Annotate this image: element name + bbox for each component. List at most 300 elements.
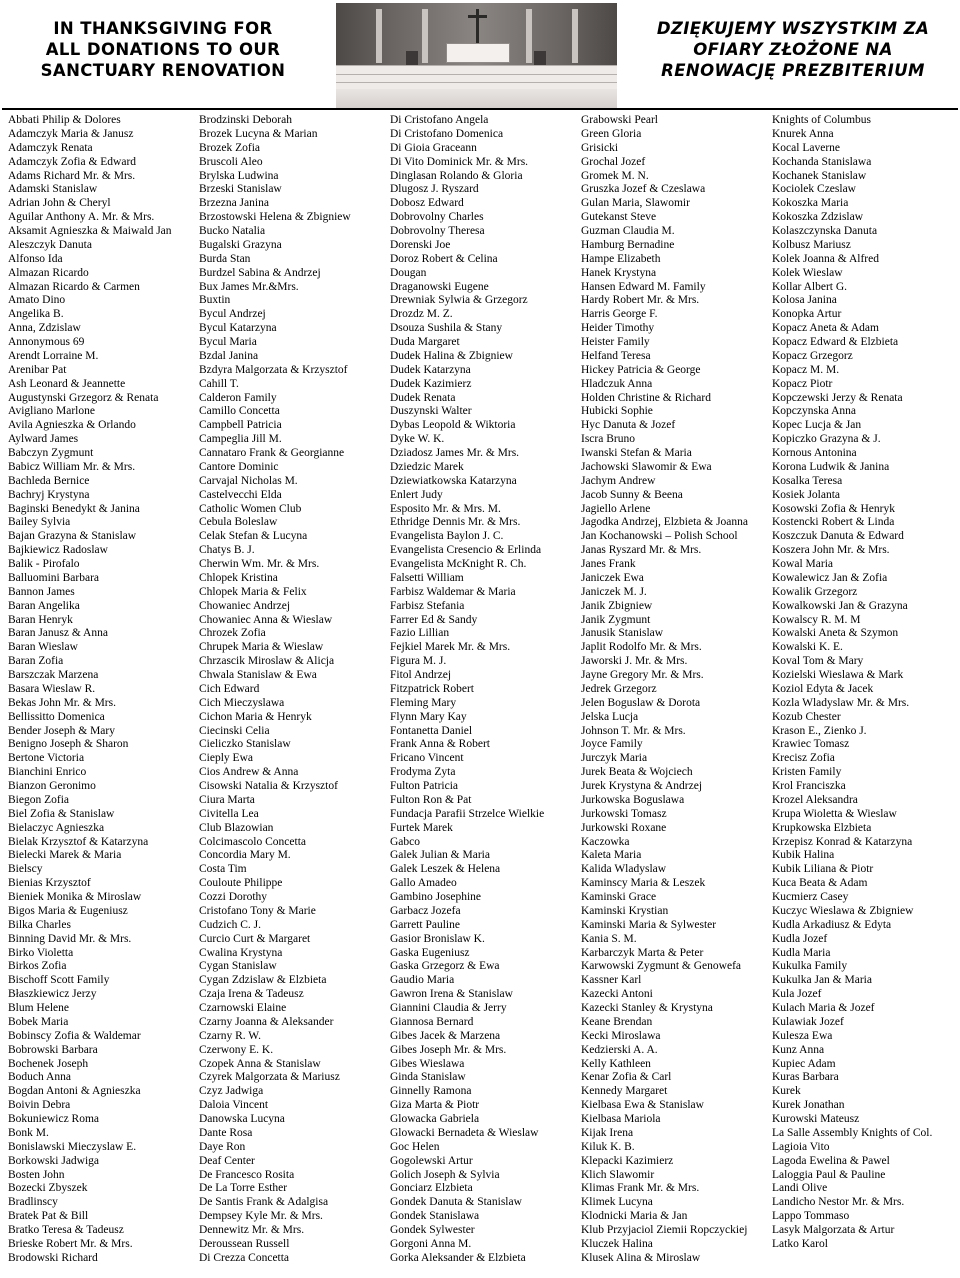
donor-name: Babczyn Zygmunt bbox=[8, 447, 94, 459]
donor-name: Holden Christine & Richard bbox=[581, 391, 711, 404]
donor-name: Kolaszczynska Danuta bbox=[772, 225, 878, 237]
donor-name: Concordia Mary M. bbox=[199, 849, 291, 862]
donor-name: Babicz William Mr. & Mrs. bbox=[8, 460, 136, 473]
donor-name: Bielecki Marek & Maria bbox=[8, 849, 122, 862]
donor-name: Jelen Boguslaw & Dorota bbox=[581, 696, 701, 709]
donor-name: Fitzpatrick Robert bbox=[390, 682, 474, 695]
donor-name: Kozielski Wieslawa & Mark bbox=[772, 669, 904, 681]
donor-name: Janes Frank bbox=[581, 558, 636, 570]
donor-name: Bischoff Scott Family bbox=[8, 974, 110, 987]
window-strip bbox=[376, 9, 382, 63]
donor-name: Chowaniec Anna & Wieslaw bbox=[199, 613, 333, 626]
donor-name: Baran Angelika bbox=[8, 599, 80, 612]
donor-name: Dempsey Kyle Mr. & Mrs. bbox=[199, 1210, 323, 1223]
donor-name: Dziedzic Marek bbox=[390, 460, 464, 473]
donor-name: Campeglia Jill M. bbox=[199, 433, 282, 446]
donor-name: Bratko Teresa & Tadeusz bbox=[8, 1224, 124, 1236]
donor-name: Gawron Irena & Stanislaw bbox=[390, 988, 513, 1001]
donor-name: Fulton Ron & Pat bbox=[390, 793, 472, 806]
donor-name: Klimas Frank Mr. & Mrs. bbox=[581, 1182, 700, 1195]
donor-name: Adamczyk Maria & Janusz bbox=[8, 127, 134, 140]
donor-name: Jagiello Arlene bbox=[581, 502, 651, 515]
donor-name: Biel Zofia & Stanislaw bbox=[8, 807, 115, 820]
donor-name: Kurek bbox=[772, 1085, 801, 1098]
donor-name: Cahill T. bbox=[199, 377, 239, 390]
donor-name: Boivin Debra bbox=[8, 1099, 71, 1112]
donor-name: Bobek Maria bbox=[8, 1015, 69, 1028]
donor-name: Cygan Stanislaw bbox=[199, 960, 277, 973]
donor-name: Brodowski Richard bbox=[8, 1251, 98, 1264]
donor-name: De Santis Frank & Adalgisa bbox=[199, 1196, 329, 1209]
donor-name: Arendt Lorraine M. bbox=[8, 349, 99, 362]
donor-name: Ciecinski Celia bbox=[199, 724, 270, 737]
donor-name: Chowaniec Andrzej bbox=[199, 599, 291, 612]
donor-name: Chlopek Maria & Felix bbox=[199, 585, 307, 598]
donor-name: Krawiec Tomasz bbox=[772, 738, 850, 751]
donor-name: Kowalski K. E. bbox=[772, 641, 843, 654]
donor-name: Adrian John & Cheryl bbox=[8, 197, 111, 210]
donor-name: Kopacz Edward & Elzbieta bbox=[772, 336, 899, 348]
donor-name: Fejkiel Marek Mr. & Mrs. bbox=[390, 641, 511, 654]
donor-name: Kaczowka bbox=[581, 835, 630, 848]
donor-name: Kopacz M. M. bbox=[772, 363, 840, 376]
donor-name: Avigliano Marlone bbox=[8, 405, 95, 418]
donor-name: Bzdal Janina bbox=[199, 349, 259, 362]
donor-name: Fricano Vincent bbox=[390, 752, 464, 765]
page-header bbox=[0, 0, 960, 108]
donor-name: Cannataro Frank & Georgianne bbox=[199, 447, 345, 459]
donor-name: Jagodka Andrzej, Elzbieta & Joanna bbox=[581, 516, 749, 529]
donor-name: Birkos Zofia bbox=[8, 960, 67, 973]
donor-name: Dorenski Joe bbox=[390, 238, 451, 251]
donor-name: Kulawiak Jozef bbox=[772, 1015, 844, 1028]
donor-name: Giza Marta & Piotr bbox=[390, 1099, 480, 1112]
donor-name: Jurkowska Boguslawa bbox=[581, 793, 685, 806]
donor-name: Chrzascik Miroslaw & Alicja bbox=[199, 655, 335, 668]
donor-name: Cich Edward bbox=[199, 682, 260, 695]
donor-name: Bienias Krzysztof bbox=[8, 877, 91, 890]
donor-name: Kijak Irena bbox=[581, 1126, 634, 1139]
donor-name: Cwalina Krystyna bbox=[199, 946, 283, 959]
donor-name: Kurowski Mateusz bbox=[772, 1113, 860, 1125]
donor-name: Lagioia Vito bbox=[772, 1140, 830, 1153]
donor-name: Catholic Women Club bbox=[199, 502, 302, 515]
donor-name: Adamczyk Renata bbox=[8, 141, 93, 154]
donor-name: Fontanetta Daniel bbox=[390, 724, 473, 737]
donor-name: Gonciarz Elzbieta bbox=[390, 1182, 473, 1195]
donor-name: Kukulka Family bbox=[772, 960, 848, 973]
donor-name: Kollar Albert G. bbox=[772, 280, 848, 293]
donor-name: Hamburg Bernadine bbox=[581, 238, 675, 251]
donor-name: Brieske Robert Mr. & Mrs. bbox=[8, 1237, 133, 1250]
donor-name: Cebula Boleslaw bbox=[199, 516, 278, 529]
donor-name: Kuras Barbara bbox=[772, 1071, 839, 1084]
donor-name: Esposito Mr. & Mrs. M. bbox=[390, 502, 501, 515]
donor-name: Bonk M. bbox=[8, 1126, 49, 1139]
donor-name: Kolosa Janina bbox=[772, 294, 837, 307]
donor-name: Kopacz Aneta & Adam bbox=[772, 322, 879, 335]
donor-name: Kolbusz Mariusz bbox=[772, 238, 851, 251]
donor-name: Camillo Concetta bbox=[199, 405, 280, 418]
donor-name: Kielbasa Ewa & Stanislaw bbox=[581, 1099, 704, 1112]
donor-name: Gabco bbox=[390, 835, 421, 848]
donor-name: Kowalkowski Jan & Grazyna bbox=[772, 599, 908, 612]
donor-name: Janusik Stanislaw bbox=[581, 627, 664, 640]
donor-name: Cozzi Dorothy bbox=[199, 891, 268, 903]
donor-name: Goc Helen bbox=[390, 1140, 440, 1153]
donor-name: Baran Wieslaw bbox=[8, 641, 78, 654]
donor-name: Bobrowski Barbara bbox=[8, 1043, 98, 1056]
donor-name: Dudek Kazimierz bbox=[390, 377, 472, 390]
donor-name: Flynn Mary Kay bbox=[390, 710, 467, 723]
donor-name: Angelika B. bbox=[8, 308, 64, 321]
donor-name: Draganowski Eugene bbox=[390, 280, 489, 293]
donor-name: Duszynski Walter bbox=[390, 405, 472, 418]
donor-name: Drewniak Sylwia & Grzegorz bbox=[390, 294, 528, 307]
donor-name: Cich Mieczyslawa bbox=[199, 696, 285, 709]
donor-name: Kupiec Adam bbox=[772, 1057, 836, 1070]
donor-name: Gaudio Maria bbox=[390, 974, 455, 987]
donor-name: Boduch Anna bbox=[8, 1071, 71, 1084]
donor-name: Drozdz M. Z. bbox=[390, 308, 453, 321]
donor-name: Almazan Ricardo & Carmen bbox=[8, 280, 140, 293]
donor-name: Kula Jozef bbox=[772, 988, 822, 1001]
donor-name: Curcio Curt & Margaret bbox=[199, 932, 311, 945]
donor-name: Bozecki Zbyszek bbox=[8, 1182, 88, 1195]
donor-name: Kubik Liliana & Piotr bbox=[772, 863, 874, 876]
donor-name: Keane Brendan bbox=[581, 1015, 653, 1028]
donor-name: Kazecki Stanley & Krystyna bbox=[581, 1002, 713, 1014]
donor-name: Ash Leonard & Jeannette bbox=[8, 377, 126, 390]
donor-name: La Salle Assembly Knights of Col. bbox=[772, 1126, 933, 1139]
donor-name: Balluomini Barbara bbox=[8, 571, 100, 584]
donor-name: Gasior Bronislaw K. bbox=[390, 932, 485, 945]
donor-name: Kaminski Maria & Sylwester bbox=[581, 918, 717, 931]
donor-name: Fundacja Parafii Strzelce Wielkie bbox=[390, 807, 545, 820]
donor-column-3 bbox=[390, 114, 544, 1266]
donor-name: Hladczuk Anna bbox=[581, 377, 653, 390]
donor-name: Ciura Marta bbox=[199, 793, 255, 806]
donor-name: Costa Tim bbox=[199, 863, 247, 876]
donor-name: Janik Zbigniew bbox=[581, 599, 653, 612]
donor-name: Joyce Family bbox=[581, 738, 643, 751]
donor-name: Bycul Andrzej bbox=[199, 308, 266, 321]
donor-name: Giannini Claudia & Jerry bbox=[390, 1002, 507, 1014]
donor-name: Brozek Lucyna & Marian bbox=[199, 127, 318, 140]
donor-name: Barszczak Marzena bbox=[8, 669, 99, 681]
donor-name: Jurkowski Tomasz bbox=[581, 807, 667, 820]
donor-name: Evangelista Cresencio & Erlinda bbox=[390, 544, 542, 557]
donor-name: Landicho Nestor Mr. & Mrs. bbox=[772, 1196, 905, 1209]
donor-name: Frodyma Zyta bbox=[390, 766, 456, 779]
donor-name: Janiczek M. J. bbox=[581, 585, 647, 598]
donor-name: Gorgoni Anna M. bbox=[390, 1237, 472, 1250]
donor-name: Buxtin bbox=[199, 294, 231, 307]
donor-name: Bogdan Antoni & Agnieszka bbox=[8, 1085, 141, 1098]
donor-name: Bonislawski Mieczyslaw E. bbox=[8, 1140, 137, 1153]
donor-name: Jan Kochanowski – Polish School bbox=[581, 530, 738, 543]
donor-name: Kenar Zofia & Carl bbox=[581, 1071, 672, 1084]
donor-name: Czarny Joanna & Aleksander bbox=[199, 1015, 334, 1028]
donor-name: Deroussean Russell bbox=[199, 1237, 290, 1250]
donor-name: Kania S. M. bbox=[581, 932, 637, 945]
chair bbox=[406, 51, 418, 65]
donor-name: Bochenek Joseph bbox=[8, 1057, 89, 1070]
donor-name: Bycul Maria bbox=[199, 336, 257, 348]
altar-step bbox=[336, 74, 617, 82]
donor-name: Jacob Sunny & Beena bbox=[581, 488, 683, 501]
floor bbox=[336, 89, 617, 108]
donor-name: Grochal Jozef bbox=[581, 155, 646, 168]
donor-name: Kuca Beata & Adam bbox=[772, 877, 868, 890]
donor-name: Cieply Ewa bbox=[199, 752, 253, 765]
donor-name: Dougan bbox=[390, 266, 427, 279]
donor-name: Dyke W. K. bbox=[390, 433, 445, 446]
donor-name: Krupkowska Elzbieta bbox=[772, 821, 872, 834]
donor-name: Gorka Aleksander & Elzbieta bbox=[390, 1251, 526, 1264]
donor-name: Kosowski Zofia & Henryk bbox=[772, 502, 895, 515]
donor-name: Gromek M. N. bbox=[581, 169, 649, 182]
donor-name: Bratek Pat & Bill bbox=[8, 1210, 89, 1223]
donor-name: Adamski Stanislaw bbox=[8, 183, 98, 196]
donor-name: Kazecki Antoni bbox=[581, 988, 653, 1001]
donor-name: Kokoszka Maria bbox=[772, 197, 849, 210]
window-strip bbox=[422, 9, 428, 63]
donor-name: Jaworski J. Mr. & Mrs. bbox=[581, 655, 688, 668]
donor-name: Basara Wieslaw R. bbox=[8, 682, 96, 695]
donor-name: Lagoda Ewelina & Pawel bbox=[772, 1154, 890, 1167]
donor-name: Krecisz Zofia bbox=[772, 752, 835, 765]
donor-name: Borkowski Jadwiga bbox=[8, 1154, 100, 1167]
donor-column-4 bbox=[581, 114, 748, 1266]
donor-name: Jachym Andrew bbox=[581, 474, 656, 487]
donor-name: Laloggia Paul & Pauline bbox=[772, 1168, 886, 1181]
donor-name: Farrer Ed & Sandy bbox=[390, 613, 478, 626]
donor-name: Kukulka Jan & Maria bbox=[772, 974, 872, 987]
donor-name: Brodzinski Deborah bbox=[199, 114, 292, 126]
donor-name: Di Vito Dominick Mr. & Mrs. bbox=[390, 155, 529, 168]
donor-name: Abbati Philip & Dolores bbox=[8, 114, 121, 126]
donor-name: Bannon James bbox=[8, 585, 75, 598]
donor-name: Bender Joseph & Mary bbox=[8, 724, 115, 737]
donor-name: Augustynski Grzegorz & Renata bbox=[8, 391, 159, 404]
donor-name: Dobosz Edward bbox=[390, 197, 464, 210]
donor-name: Fazio Lillian bbox=[390, 627, 450, 640]
donor-name: Jelska Lucja bbox=[581, 710, 639, 723]
english-title: IN THANKSGIVING FOR ALL DONATIONS TO OUR SANCTUARY RENOVATION bbox=[40, 19, 286, 80]
donor-name: Kaleta Maria bbox=[581, 849, 642, 862]
donor-name: Kolek Wieslaw bbox=[772, 266, 843, 279]
donor-name: Jedrek Grzegorz bbox=[581, 682, 657, 695]
sanctuary-photo bbox=[336, 3, 617, 108]
donor-name: Aleszczyk Danuta bbox=[8, 238, 92, 251]
donor-name: Bieniek Monika & Miroslaw bbox=[8, 891, 142, 903]
donor-name: Koziol Edyta & Jacek bbox=[772, 682, 874, 695]
donor-name: Bachleda Bernice bbox=[8, 474, 90, 487]
donor-name: Jurkowski Roxane bbox=[581, 821, 667, 834]
donor-name: Kopacz Grzegorz bbox=[772, 349, 853, 362]
donor-name: Brzezna Janina bbox=[199, 197, 269, 210]
polish-title: DZIĘKUJEMY WSZYSTKIM ZA OFIARY ZŁOŻONE NA RENOWACJĘ PREZBITERIUM bbox=[656, 19, 930, 80]
donor-name: Baran Henryk bbox=[8, 613, 73, 626]
donor-name: Cichon Maria & Henryk bbox=[199, 710, 312, 723]
donor-name: Calderon Family bbox=[199, 391, 277, 404]
donor-name: Lasyk Malgorzata & Artur bbox=[772, 1224, 895, 1236]
donor-name: Galek Leszek & Helena bbox=[390, 863, 501, 876]
donor-name: Czyrek Malgorzata & Mariusz bbox=[199, 1071, 340, 1084]
donor-name: Dlugosz J. Ryszard bbox=[390, 183, 479, 196]
donor-name: Kowalski Aneta & Szymon bbox=[772, 627, 899, 640]
donor-name: Kochanda Stanislawa bbox=[772, 155, 872, 168]
donor-name: Grisicki bbox=[581, 141, 619, 154]
donor-name: Japlit Rodolfo Mr. & Mrs. bbox=[581, 641, 702, 654]
donor-name: Duda Margaret bbox=[390, 336, 460, 348]
donor-name: Klusek Alina & Miroslaw bbox=[581, 1251, 701, 1264]
donor-name: Brozek Zofia bbox=[199, 141, 260, 154]
donor-name: Campbell Patricia bbox=[199, 419, 282, 432]
donor-name: Kowalewicz Jan & Zofia bbox=[772, 571, 888, 584]
donor-name: Dennewitz Mr. & Mrs. bbox=[199, 1224, 305, 1236]
donor-name: Czaja Irena & Tadeusz bbox=[199, 988, 304, 1001]
donor-name: Fulton Patricia bbox=[390, 780, 459, 792]
donor-name: Janas Ryszard Mr. & Mrs. bbox=[581, 544, 702, 557]
donor-name: Celak Stefan & Lucyna bbox=[199, 530, 308, 543]
donor-name: Heister Family bbox=[581, 336, 650, 348]
donor-name: Kowalscy R. M. M bbox=[772, 613, 861, 626]
donor-name: Klepacki Kazimierz bbox=[581, 1154, 674, 1167]
donor-name: Dudek Halina & Zbigniew bbox=[390, 349, 513, 362]
donor-name: Aguilar Anthony A. Mr. & Mrs. bbox=[8, 211, 155, 224]
donor-name: Koval Tom & Mary bbox=[772, 655, 864, 668]
donor-name: Knurek Anna bbox=[772, 127, 834, 140]
donor-name: Benigno Joseph & Sharon bbox=[8, 738, 129, 751]
donor-column-5 bbox=[772, 114, 932, 1252]
donor-name: Jachowski Slawomir & Ewa bbox=[581, 460, 712, 473]
donor-name: Guzman Claudia M. bbox=[581, 225, 675, 237]
donor-name: Kunz Anna bbox=[772, 1043, 825, 1056]
donor-name: Bobinscy Zofia & Waldemar bbox=[8, 1029, 141, 1042]
donor-name: Czarnowski Elaine bbox=[199, 1002, 287, 1014]
donor-name: Janik Zygmunt bbox=[581, 613, 651, 626]
window-strip bbox=[572, 9, 578, 63]
donor-name: Deaf Center bbox=[199, 1154, 255, 1167]
donor-name: Gondek Sylwester bbox=[390, 1224, 475, 1236]
donor-name: Bigos Maria & Eugeniusz bbox=[8, 904, 128, 917]
donor-name: Bajan Grazyna & Stanislaw bbox=[8, 530, 137, 543]
donor-name: Kassner Karl bbox=[581, 974, 642, 987]
donor-name: Kaminski Krystian bbox=[581, 904, 669, 917]
donor-name: Landi Olive bbox=[772, 1182, 828, 1195]
donor-name: Konopka Artur bbox=[772, 308, 842, 321]
donor-name: Krzepisz Konrad & Katarzyna bbox=[772, 835, 913, 848]
donor-name: De Francesco Rosita bbox=[199, 1168, 295, 1181]
donor-name: Di Crezza Concetta bbox=[199, 1251, 290, 1264]
donor-name: Błaszkiewicz Jerzy bbox=[8, 988, 97, 1001]
donor-name: Gibes Jacek & Marzena bbox=[390, 1029, 501, 1042]
donor-name: Gruszka Jozef & Czeslawa bbox=[581, 183, 706, 196]
donor-name: Cieliczko Stanislaw bbox=[199, 738, 291, 751]
donor-name: Bux James Mr.&Mrs. bbox=[199, 280, 299, 293]
donor-name: Di Gioia Graceann bbox=[390, 141, 477, 154]
donor-name: Kedzierski A. A. bbox=[581, 1043, 658, 1056]
donor-name: Kecki Miroslawa bbox=[581, 1029, 661, 1042]
donor-name: Hardy Robert Mr. & Mrs. bbox=[581, 294, 700, 307]
donor-name: Avila Agnieszka & Orlando bbox=[8, 419, 136, 432]
donor-name: Anna, Zdzislaw bbox=[8, 322, 81, 335]
donor-name: Bielak Krzysztof & Katarzyna bbox=[8, 835, 149, 848]
donor-name: De La Torre Esther bbox=[199, 1182, 288, 1195]
donor-name: Kozla Wladyslaw Mr. & Mrs. bbox=[772, 696, 910, 709]
donor-name: Jurek Krystyna & Andrzej bbox=[581, 780, 703, 792]
donor-name: Kennedy Margaret bbox=[581, 1085, 668, 1098]
donor-name: Baran Janusz & Anna bbox=[8, 627, 108, 640]
donor-name: Klich Slawomir bbox=[581, 1168, 655, 1181]
donor-name: Green Gloria bbox=[581, 127, 642, 140]
donor-name: Kiluk K. B. bbox=[581, 1140, 635, 1153]
donor-name: Kudla Jozef bbox=[772, 932, 828, 945]
donor-name: Burdzel Sabina & Andrzej bbox=[199, 266, 321, 279]
donor-name: Castelvecchi Elda bbox=[199, 488, 282, 501]
donor-name: Danowska Lucyna bbox=[199, 1113, 285, 1125]
donor-name: Club Blazowian bbox=[199, 821, 274, 834]
donor-name: Czerwony E. K. bbox=[199, 1043, 274, 1056]
donor-name: Czyz Jadwiga bbox=[199, 1085, 264, 1098]
donor-name: Kurek Jonathan bbox=[772, 1099, 845, 1112]
donor-name: Kornous Antonina bbox=[772, 447, 857, 459]
crucifix-bar bbox=[468, 15, 487, 18]
donor-name: Bielscy bbox=[8, 863, 43, 876]
donor-name: Kostencki Robert & Linda bbox=[772, 516, 895, 529]
donor-name: Kozub Chester bbox=[772, 710, 841, 723]
donor-name: Kulach Maria & Jozef bbox=[772, 1002, 875, 1014]
donor-name: Ethridge Dennis Mr. & Mrs. bbox=[390, 516, 521, 529]
donor-name: Czopek Anna & Stanislaw bbox=[199, 1057, 321, 1070]
donor-name: Bachryj Krystyna bbox=[8, 488, 90, 501]
donor-name: Dobrovolny Charles bbox=[390, 211, 484, 224]
donor-name: Doroz Robert & Celina bbox=[390, 252, 498, 265]
donor-name: Krozel Aleksandra bbox=[772, 793, 858, 806]
donor-name: Ginnelly Ramona bbox=[390, 1085, 472, 1098]
donor-name: Glowacki Bernadeta & Wieslaw bbox=[390, 1126, 539, 1139]
donor-name: Kopacz Piotr bbox=[772, 377, 833, 390]
donor-name: Cios Andrew & Anna bbox=[199, 766, 299, 779]
donor-name: Burda Stan bbox=[199, 252, 251, 265]
donor-name: Bzdyra Malgorzata & Krzysztof bbox=[199, 363, 348, 376]
donor-name: Baran Zofia bbox=[8, 655, 64, 668]
donor-name: Klodnicki Maria & Jan bbox=[581, 1210, 688, 1223]
donor-name: Kochanek Stanislaw bbox=[772, 169, 867, 182]
donor-name: Kudla Maria bbox=[772, 946, 831, 959]
donor-name: Blum Helene bbox=[8, 1002, 69, 1014]
donor-name: Bruscoli Aleo bbox=[199, 155, 263, 168]
donor-name: Chlopek Kristina bbox=[199, 571, 278, 584]
donor-name: Helfand Teresa bbox=[581, 349, 651, 362]
donor-name: Bokuniewicz Roma bbox=[8, 1113, 100, 1125]
donor-name: Kokoszka Zdzislaw bbox=[772, 211, 864, 224]
donor-name: Kosiek Jolanta bbox=[772, 488, 841, 501]
donor-name: Almazan Ricardo bbox=[8, 266, 89, 279]
donor-name: Grabowski Pearl bbox=[581, 114, 658, 126]
donor-name: Gaska Eugeniusz bbox=[390, 946, 470, 959]
altar bbox=[446, 43, 510, 63]
donor-name: Kopczynska Anna bbox=[772, 405, 856, 418]
donor-name: Bielaczyc Agnieszka bbox=[8, 821, 105, 834]
donor-name: Gambino Josephine bbox=[390, 891, 482, 903]
donor-name: Kudla Arkadiusz & Edyta bbox=[772, 918, 892, 931]
donor-name: Cisowski Natalia & Krzysztof bbox=[199, 780, 338, 792]
donor-name: Johnson T. Mr. & Mrs. bbox=[581, 724, 686, 737]
altar-step bbox=[336, 65, 617, 74]
